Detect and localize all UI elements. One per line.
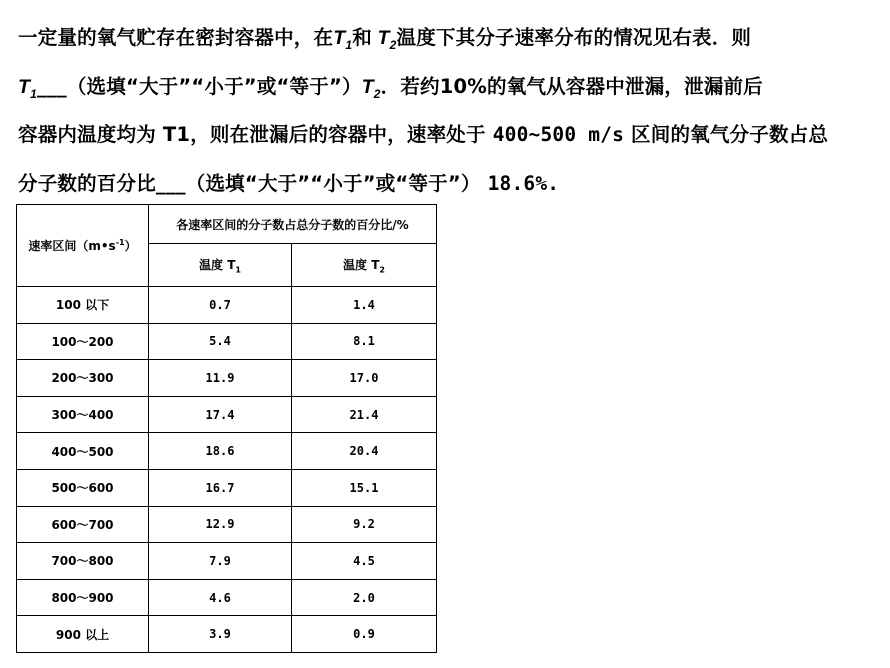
cell-range: 600～700 bbox=[17, 506, 149, 543]
line3-text-a: 容器内温度均为 bbox=[18, 123, 156, 146]
line1-text-c: 温度下其分子速率分布的情况见右表．则 bbox=[396, 26, 752, 49]
cell-t1: 4.6 bbox=[149, 579, 292, 616]
line3-text-c: 区间的氧气分子数占总 bbox=[631, 123, 829, 146]
table-row bbox=[17, 616, 437, 653]
table-row bbox=[17, 506, 437, 543]
cell-range: 200～300 bbox=[17, 360, 149, 397]
line2-text-b: 的氧气从容器中泄漏，泄漏前后 bbox=[487, 74, 763, 98]
cell-t2: 2.0 bbox=[292, 579, 437, 616]
reference-percent: 18.6%. bbox=[487, 171, 560, 195]
line4-text-a: 分子数的百分比 bbox=[18, 171, 156, 195]
line1-text-b: 和 bbox=[352, 26, 372, 49]
line2-options: （选填“大于”“小于”或“等于”） bbox=[66, 74, 362, 98]
question-line-2 bbox=[18, 63, 880, 112]
cell-t1: 3.9 bbox=[149, 616, 292, 653]
cell-t2: 20.4 bbox=[292, 433, 437, 470]
cell-t2: 1.4 bbox=[292, 287, 437, 324]
speed-range: 400~500 m/s bbox=[492, 123, 625, 146]
cell-range: 100～200 bbox=[17, 323, 149, 360]
cell-range: 700～800 bbox=[17, 543, 149, 580]
cell-t1: 0.7 bbox=[149, 287, 292, 324]
line1-text-a: 一定量的氧气贮存在密封容器中，在 bbox=[18, 26, 334, 49]
cell-range: 400～500 bbox=[17, 433, 149, 470]
table-row bbox=[17, 469, 437, 506]
header-speed-range: 速率区间$(m•s^{-1})$ bbox=[17, 205, 149, 287]
table-header-row-1 bbox=[17, 205, 437, 244]
question-line-3 bbox=[18, 111, 880, 160]
question-line-1 bbox=[18, 14, 880, 63]
cell-range: 300～400 bbox=[17, 396, 149, 433]
cell-range: 900 以上 bbox=[17, 616, 149, 653]
question-line-4 bbox=[18, 160, 880, 209]
speed-distribution-table bbox=[16, 204, 437, 653]
cell-t1: 11.9 bbox=[149, 360, 292, 397]
table-row bbox=[17, 543, 437, 580]
cell-range: 800～900 bbox=[17, 579, 149, 616]
cell-t1: 17.4 bbox=[149, 396, 292, 433]
header-percent: 各速率区间的分子数占总分子数的百分比/% bbox=[149, 205, 437, 244]
t1-symbol: $T_1$ bbox=[333, 27, 353, 52]
cell-t1: 16.7 bbox=[149, 469, 292, 506]
table-row bbox=[17, 396, 437, 433]
header-t1: 温度 $T_1$ bbox=[149, 244, 292, 287]
t2-symbol: $T_2$ bbox=[377, 27, 397, 52]
cell-t2: 0.9 bbox=[292, 616, 437, 653]
answer-blank-1[interactable]: ___ bbox=[37, 74, 67, 98]
cell-t1: 7.9 bbox=[149, 543, 292, 580]
cell-t1: 18.6 bbox=[149, 433, 292, 470]
cell-t2: 21.4 bbox=[292, 396, 437, 433]
table-row bbox=[17, 360, 437, 397]
cell-range: 100 以下 bbox=[17, 287, 149, 324]
cell-t2: 8.1 bbox=[292, 323, 437, 360]
cell-t2: 9.2 bbox=[292, 506, 437, 543]
leak-percent: 10% bbox=[439, 74, 488, 98]
cell-t2: 4.5 bbox=[292, 543, 437, 580]
cell-t1: 12.9 bbox=[149, 506, 292, 543]
t1-symbol: $T_1$ bbox=[18, 75, 37, 101]
cell-t2: 17.0 bbox=[292, 360, 437, 397]
cell-t2: 15.1 bbox=[292, 469, 437, 506]
line3-text-b: ，则在泄漏后的容器中，速率处于 bbox=[190, 123, 486, 146]
t1-plain: T1 bbox=[162, 123, 191, 146]
table-row bbox=[17, 287, 437, 324]
line2-text-a: ．若约 bbox=[380, 74, 440, 98]
header-t2: 温度 $T_2$ bbox=[292, 244, 437, 287]
t2-symbol: $T_2$ bbox=[361, 75, 381, 101]
table-row bbox=[17, 323, 437, 360]
table-row bbox=[17, 433, 437, 470]
answer-blank-2[interactable]: ___ bbox=[155, 171, 186, 195]
question-text bbox=[18, 14, 880, 208]
table-row bbox=[17, 579, 437, 616]
line4-options: （选填“大于”“小于”或“等于”） bbox=[185, 171, 481, 195]
cell-t1: 5.4 bbox=[149, 323, 292, 360]
cell-range: 500～600 bbox=[17, 469, 149, 506]
